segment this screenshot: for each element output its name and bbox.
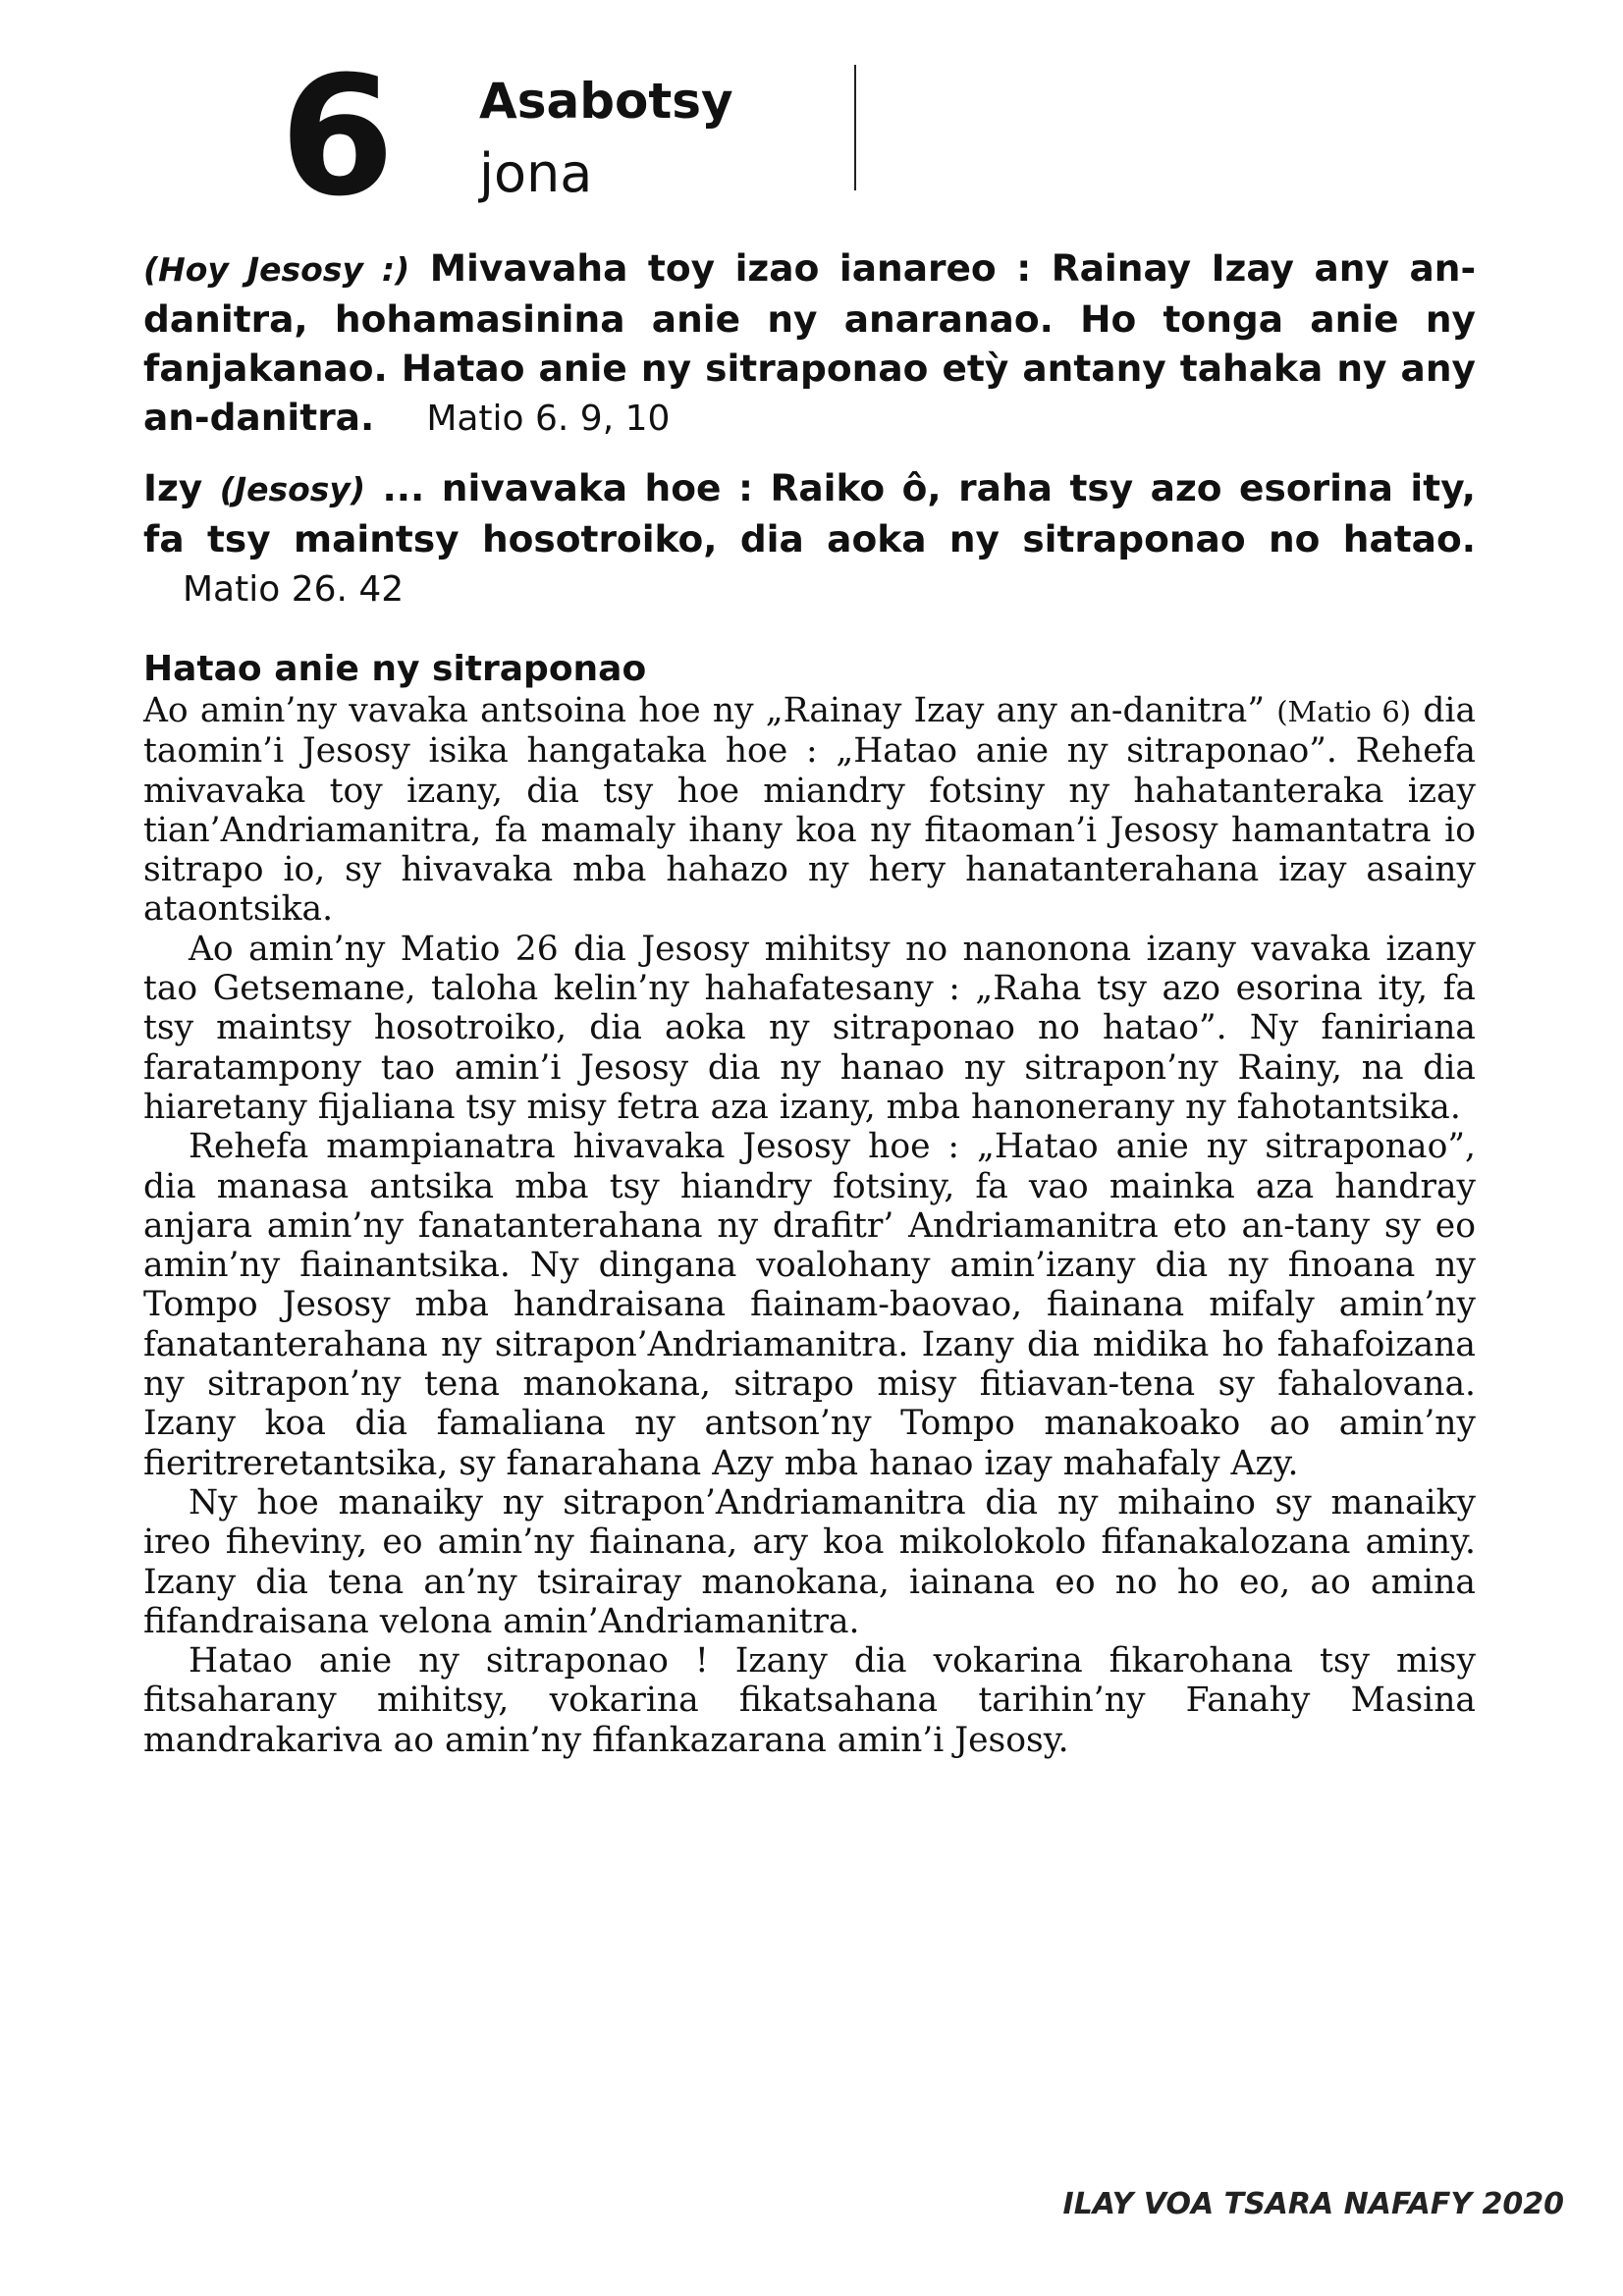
article-paragraph-4: Ny hoe manaiky ny sitrapon’Andriamanitra dia ny mihaino sy manaiky ireo fiheviny, eo amin’ny fiainana, ary koa mikolokolo fifanakalozana aminy. Izany dia tena an’ny tsirairay manokana, iainana eo no ho eo, ao amina fifandraisana velona amin’Andriamanitra. bbox=[143, 1482, 1476, 1641]
paragraph-1-part-b: dia taomin’i Jesosy isika hangataka hoe : „Hatao anie ny sitraponao”. Rehefa mivavaka toy izany, dia tsy hoe miandry fotsiny ny hahatanteraka izay tian’Andriamanitra, fa mamaly ihany koa ny fitaoman’i Jesosy hamantatra io sitrapo io, sy hivavaka mba hahazo ny hery hanatanterahana izay asainy ataontsika. bbox=[143, 691, 1477, 930]
day-number: 6 bbox=[280, 40, 395, 233]
footer-publication: ILAY VOA TSARA NAFAFY 2020 bbox=[1062, 2187, 1564, 2221]
verse-1-reference: Matio 6. 9, 10 bbox=[426, 399, 671, 439]
month-label: jona bbox=[479, 142, 593, 204]
verse-1 bbox=[143, 243, 1476, 444]
article-paragraph-2: Ao amin’ny Matio 26 dia Jesosy mihitsy no nanonona izany vavaka izany tao Getsemane, taloha kelin’ny hahafatesany : „Raha tsy azo esorina ity, fa tsy maintsy hosotroiko, dia aoka ny sitraponao no hatao”. Ny faniriana faratampony tao amin’i Jesosy dia ny hanao ny sitrapon’ny Rainy, na dia hiaretany fijaliana tsy misy fetra aza izany, mba hanonerany ny fahotantsika. bbox=[143, 929, 1476, 1127]
verse-2-prefix: Izy bbox=[143, 466, 203, 509]
verse-2 bbox=[143, 463, 1476, 614]
article-heading: Hatao anie ny sitraponao bbox=[143, 649, 647, 689]
verse-1-text: Mivavaha toy izao ianareo : Rainay Izay any an-danitra, hohamasinina anie ny anaranao. Ho tonga anie ny fanjakanao. Hatao anie ny sitraponao etỳ antany tahaka ny any an-danitra. bbox=[143, 246, 1477, 439]
verse-2-reference: Matio 26. 42 bbox=[183, 569, 405, 610]
paragraph-1-reference: (Matio 6) bbox=[1276, 695, 1412, 728]
weekday-label: Asabotsy bbox=[479, 73, 733, 130]
paragraph-1-part-a: Ao amin’ny vavaka antsoina hoe ny „Rainay Izay any an-danitra” bbox=[143, 691, 1265, 730]
article-body bbox=[143, 691, 1476, 1760]
verse-2-text: ... nivavaka hoe : Raiko ô, raha tsy azo esorina ity, fa tsy maintsy hosotroiko, dia aoka ny sitraponao no hatao. bbox=[143, 466, 1476, 561]
header-divider bbox=[854, 65, 856, 190]
verse-1-speaker: (Hoy Jesosy :) bbox=[143, 250, 410, 289]
article-paragraph-3: Rehefa mampianatra hivavaka Jesosy hoe : „Hatao anie ny sitraponao”, dia manasa antsika mba tsy hiandry fotsiny, fa vao mainka aza handray anjara amin’ny fanatanterahana ny drafitr’ Andriamanitra eto an-tany sy eo amin’ny fiainantsika. Ny dingana voalohany amin’izany dia ny finoana ny Tompo Jesosy mba handraisana fiainam-baovao, fiainana mifaly amin’ny fanatanterahana ny sitrapon’Andriamanitra. Izany dia midika ho fahafoizana ny sitrapon’ny tena manokana, sitrapo misy fitiavan-tena sy fahalovana. Izany koa dia famaliana ny antson’ny Tompo manakoako ao amin’ny fieritreretantsika, sy fanarahana Azy mba hanao izay mahafaly Azy. bbox=[143, 1127, 1476, 1483]
article-paragraph-1 bbox=[143, 691, 1476, 930]
main-content bbox=[143, 243, 1476, 1760]
article-paragraph-5: Hatao anie ny sitraponao ! Izany dia vokarina fikarohana tsy misy fitsaharany mihitsy, vokarina fikatsahana tarihin’ny Fanahy Masina mandrakariva ao amin’ny fifankazarana amin’i Jesosy. bbox=[143, 1641, 1476, 1760]
verse-2-speaker: (Jesosy) bbox=[219, 470, 366, 508]
